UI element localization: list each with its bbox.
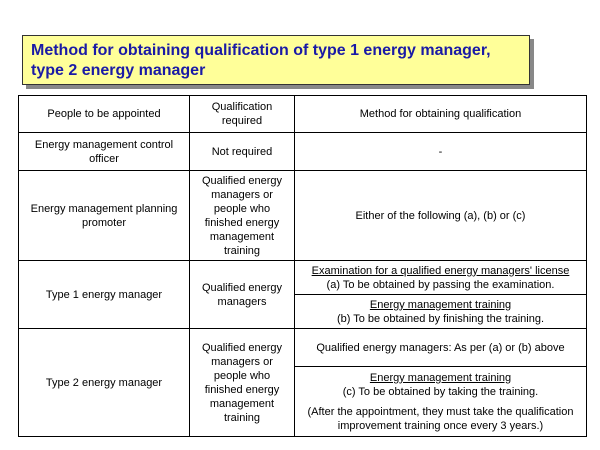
cell-person: Energy management control officer [19, 133, 190, 171]
method-c-note: (After the appointment, they must take the qualification improvement training once every 3 years.) [307, 405, 574, 432]
method-b-text: (b) To be obtained by finishing the training. [336, 312, 545, 325]
method-b-heading: Energy management training [369, 298, 512, 311]
header-row [19, 96, 587, 133]
cell-qualification: Qualified energy managers or people who finished energy management training [190, 329, 295, 437]
table-row-type1 [19, 261, 587, 295]
cell-method-c [295, 367, 587, 437]
cell-method-ab: Qualified energy managers: As per (a) or (b) above [295, 329, 587, 367]
header-qualification: Qualification required [190, 96, 295, 133]
cell-method-a [295, 261, 587, 295]
table-row-type2 [19, 329, 587, 367]
page-title [22, 35, 530, 85]
table-row-planning-promoter [19, 171, 587, 261]
header-people: People to be appointed [19, 96, 190, 133]
cell-method-b [295, 295, 587, 329]
cell-qualification: Qualified energy managers [190, 261, 295, 329]
title-line-2: type 2 energy manager [31, 62, 206, 79]
cell-person: Type 2 energy manager [19, 329, 190, 437]
qualification-table [18, 95, 587, 437]
cell-method: - [295, 133, 587, 171]
cell-qualification: Qualified energy managers or people who finished energy management training [190, 171, 295, 261]
method-a-heading: Examination for a qualified energy managers' license [311, 264, 570, 277]
method-a-text: (a) To be obtained by passing the examination. [326, 278, 555, 291]
cell-person: Energy management planning promoter [19, 171, 190, 261]
method-c-text: (c) To be obtained by taking the training. [342, 385, 539, 398]
title-line-1: Method for obtaining qualification of type 1 energy manager, [31, 42, 491, 59]
method-c-heading: Energy management training [369, 371, 512, 384]
cell-person: Type 1 energy manager [19, 261, 190, 329]
cell-qualification: Not required [190, 133, 295, 171]
table-row-control-officer [19, 133, 587, 171]
header-method: Method for obtaining qualification [295, 96, 587, 133]
cell-method: Either of the following (a), (b) or (c) [295, 171, 587, 261]
